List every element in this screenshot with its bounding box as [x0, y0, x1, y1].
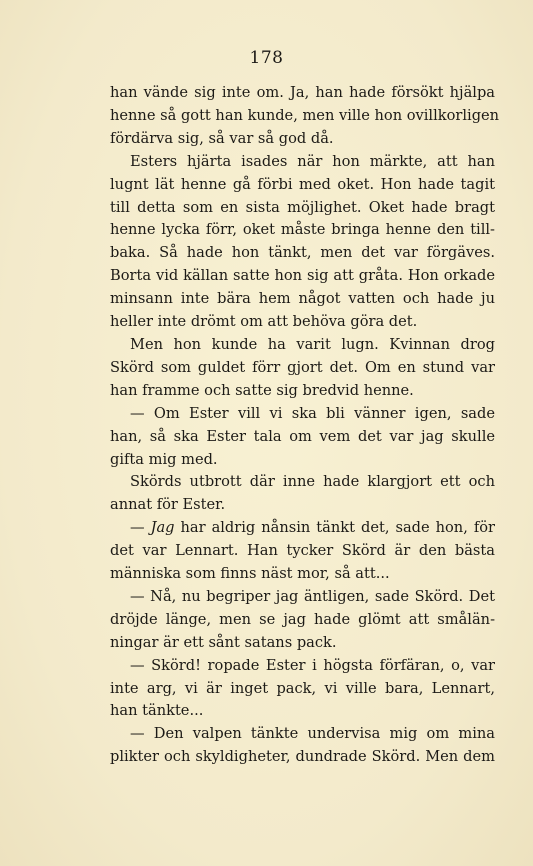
- text-line: baka. Så hade hon tänkt, men det var förgäves.: [110, 244, 495, 262]
- text-line: Borta vid källan satte hon sig att gråta. Hon orkade: [110, 267, 495, 285]
- text-line: fördärva sig, så var så god då.: [110, 129, 334, 147]
- text-line: han, så ska Ester tala om vem det var jag skulle: [110, 427, 495, 445]
- text-line: heller inte drömt om att behöva göra det.: [110, 313, 418, 331]
- page-number: 178: [249, 48, 284, 68]
- text-line: — Skörd! ropade Ester i högsta förfäran, o, var: [130, 656, 495, 674]
- text-line: — Om Ester vill vi ska bli vänner igen, sade: [130, 404, 495, 422]
- text-line: Skörds utbrott där inne hade klargjort ett och: [130, 473, 495, 491]
- text-line: minsann inte bära hem något vatten och hade ju: [110, 290, 495, 308]
- text-line: dröjde länge, men se jag hade glömt att smålän-: [110, 610, 495, 628]
- body-text: [110, 82, 500, 769]
- text-line: plikter och skyldigheter, dundrade Skörd. Men dem: [110, 748, 495, 766]
- text-line: — Den valpen tänkte undervisa mig om mina: [130, 725, 495, 743]
- text-line: henne lycka förr, oket måste bringa henne den till-: [110, 221, 495, 239]
- text-line: — Nå, nu begriper jag äntligen, sade Skörd. Det: [130, 587, 495, 605]
- text-line: han vände sig inte om. Ja, han hade försökt hjälpa: [110, 84, 495, 101]
- text-line: till detta som en sista möjlighet. Oket hade bragt: [110, 198, 495, 216]
- text-line: Skörd som guldet förr gjort det. Om en stund var: [110, 358, 495, 376]
- text-line: gifta mig med.: [110, 450, 218, 468]
- text-line: han framme och satte sig bredvid henne.: [110, 381, 414, 399]
- text-line: — Jag har aldrig nånsin tänkt det, sade hon, för: [130, 519, 495, 537]
- text-line: annat för Ester.: [110, 496, 226, 514]
- text-line: lugnt lät henne gå förbi med oket. Hon hade tagit: [110, 175, 495, 193]
- text-line: ningar är ett sånt satans pack.: [110, 633, 337, 651]
- text-line: Esters hjärta isades när hon märkte, att han: [130, 152, 495, 170]
- text-line: människa som finns näst mor, så att...: [110, 565, 390, 583]
- text-line: henne så gott han kunde, men ville hon ovillkorligen: [110, 106, 500, 124]
- text-line: Men hon kunde ha varit lugn. Kvinnan drog: [130, 335, 495, 353]
- text-line: inte arg, vi är inget pack, vi ville bara, Lennart,: [110, 679, 495, 697]
- text-line: han tänkte...: [110, 702, 204, 720]
- text-line: det var Lennart. Han tycker Skörd är den bästa: [110, 542, 495, 560]
